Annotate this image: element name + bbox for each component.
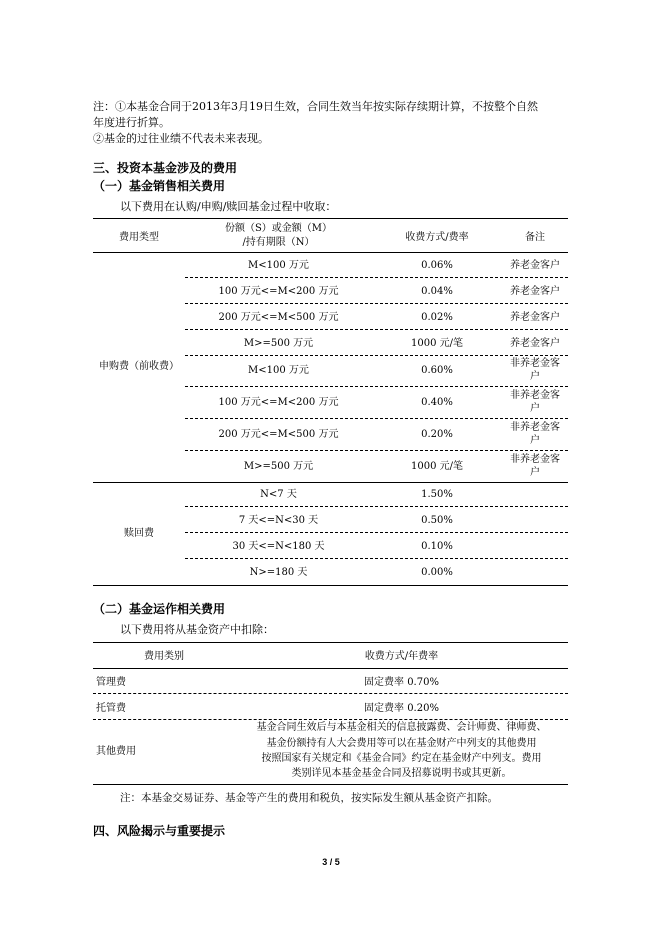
- redeem-rate: 0.00%: [421, 567, 453, 578]
- table-rule: [93, 784, 568, 785]
- table-rule: [93, 252, 568, 253]
- purchase-note: 养老金客户: [510, 312, 560, 323]
- custody-fee-rate: 固定费率 0.20%: [364, 703, 439, 714]
- purchase-rate: 0.02%: [421, 312, 453, 323]
- table-rule: [93, 585, 568, 586]
- other-fee-desc: 基金合同生效后与本基金相关的信息披露费、会计师费、律师费、: [256, 722, 547, 733]
- row-divider: [185, 386, 568, 387]
- table-rule: [93, 482, 568, 483]
- note-1-line-2: 年度进行折算。: [93, 116, 170, 129]
- purchase-range: 200 万元<=M<500 万元: [218, 312, 339, 323]
- redeem-range: 30 天<=N<180 天: [232, 541, 325, 552]
- note-2: ②基金的过往业绩不代表未来表现。: [93, 132, 269, 145]
- header-note: 备注: [525, 232, 545, 243]
- note-1-line-1: 注：①本基金合同于2013年3月19日生效，合同生效当年按实际存续期计算，不按整个自然: [93, 100, 538, 113]
- redeem-range: N>=180 天: [249, 567, 308, 578]
- table-rule: [93, 668, 568, 669]
- row-divider: [185, 558, 568, 559]
- purchase-note: 养老金客户: [510, 286, 560, 297]
- purchase-rate: 1000 元/笔: [411, 461, 463, 472]
- header-period: /持有期限（N）: [242, 237, 315, 248]
- operations-note: 注：本基金交易证券、基金等产生的费用和税负，按实际发生额从基金资产扣除。: [120, 792, 498, 804]
- row-divider: [93, 693, 568, 694]
- purchase-note-cont: 户: [530, 467, 540, 478]
- row-divider: [185, 303, 568, 304]
- row-divider: [93, 719, 568, 720]
- management-fee-rate: 固定费率 0.70%: [364, 677, 439, 688]
- row-divider: [185, 532, 568, 533]
- header-fee-category: 费用类别: [144, 651, 184, 662]
- other-fee-desc: 类别详见本基金基金合同及招募说明书或其更新。: [291, 768, 512, 779]
- table-rule: [93, 642, 568, 643]
- header-amount: 份额（S）或金额（M）: [224, 223, 333, 234]
- redeem-fee-label: 赎回费: [124, 528, 154, 539]
- purchase-range: M>=500 万元: [243, 461, 314, 472]
- purchase-range: 100 万元<=M<200 万元: [218, 286, 339, 297]
- row-divider: [185, 355, 568, 356]
- section-3-title: 三、投资本基金涉及的费用: [93, 161, 238, 175]
- custody-fee-label: 托管费: [96, 703, 126, 714]
- subsection-2-title: （二）基金运作相关费用: [93, 602, 226, 616]
- purchase-rate: 1000 元/笔: [411, 338, 463, 349]
- row-divider: [185, 506, 568, 507]
- purchase-note: 非养老金客: [510, 422, 560, 433]
- row-divider: [185, 277, 568, 278]
- purchase-range: 200 万元<=M<500 万元: [218, 429, 339, 440]
- purchase-fee-label: 申购费（前收费）: [99, 361, 179, 372]
- other-fee-desc: 按照国家有关规定和《基金合同》约定在基金财产中列支。费用: [261, 753, 542, 764]
- purchase-rate: 0.20%: [421, 429, 453, 440]
- purchase-note-cont: 户: [530, 403, 540, 414]
- purchase-note: 养老金客户: [510, 260, 560, 271]
- redeem-rate: 1.50%: [421, 489, 453, 500]
- subsection-2-intro: 以下费用将从基金资产中扣除：: [120, 623, 274, 636]
- purchase-rate: 0.06%: [421, 260, 453, 271]
- management-fee-label: 管理费: [96, 677, 126, 688]
- redeem-range: 7 天<=N<30 天: [238, 515, 319, 526]
- redeem-range: N<7 天: [260, 489, 297, 500]
- purchase-note: 非养老金客: [510, 390, 560, 401]
- purchase-rate: 0.40%: [421, 397, 453, 408]
- other-fee-desc: 基金份额持有人大会费用等可以在基金财产中列支的其他费用: [266, 738, 537, 749]
- subsection-1-intro: 以下费用在认购/申购/赎回基金过程中收取：: [120, 200, 337, 213]
- row-divider: [185, 418, 568, 419]
- purchase-note: 非养老金客: [510, 454, 560, 465]
- header-fee-type: 费用类型: [119, 232, 159, 243]
- header-rate: 收费方式/费率: [405, 232, 469, 243]
- purchase-note: 养老金客户: [510, 338, 560, 349]
- purchase-range: M<100 万元: [248, 365, 309, 376]
- section-4-title: 四、风险揭示与重要提示: [93, 824, 226, 838]
- purchase-note-cont: 户: [530, 371, 540, 382]
- table-rule: [93, 218, 568, 219]
- purchase-note-cont: 户: [530, 435, 540, 446]
- purchase-note: 非养老金客: [510, 358, 560, 369]
- purchase-rate: 0.04%: [421, 286, 453, 297]
- purchase-range: M<100 万元: [248, 260, 309, 271]
- redeem-rate: 0.50%: [421, 515, 453, 526]
- header-annual-rate: 收费方式/年费率: [364, 651, 439, 662]
- row-divider: [185, 329, 568, 330]
- redeem-rate: 0.10%: [421, 541, 453, 552]
- purchase-range: M>=500 万元: [243, 338, 314, 349]
- other-fee-label: 其他费用: [96, 746, 136, 757]
- row-divider: [185, 450, 568, 451]
- page-number: 3 / 5: [322, 857, 340, 867]
- subsection-1-title: （一）基金销售相关费用: [93, 179, 226, 193]
- purchase-range: 100 万元<=M<200 万元: [218, 397, 339, 408]
- purchase-rate: 0.60%: [421, 365, 453, 376]
